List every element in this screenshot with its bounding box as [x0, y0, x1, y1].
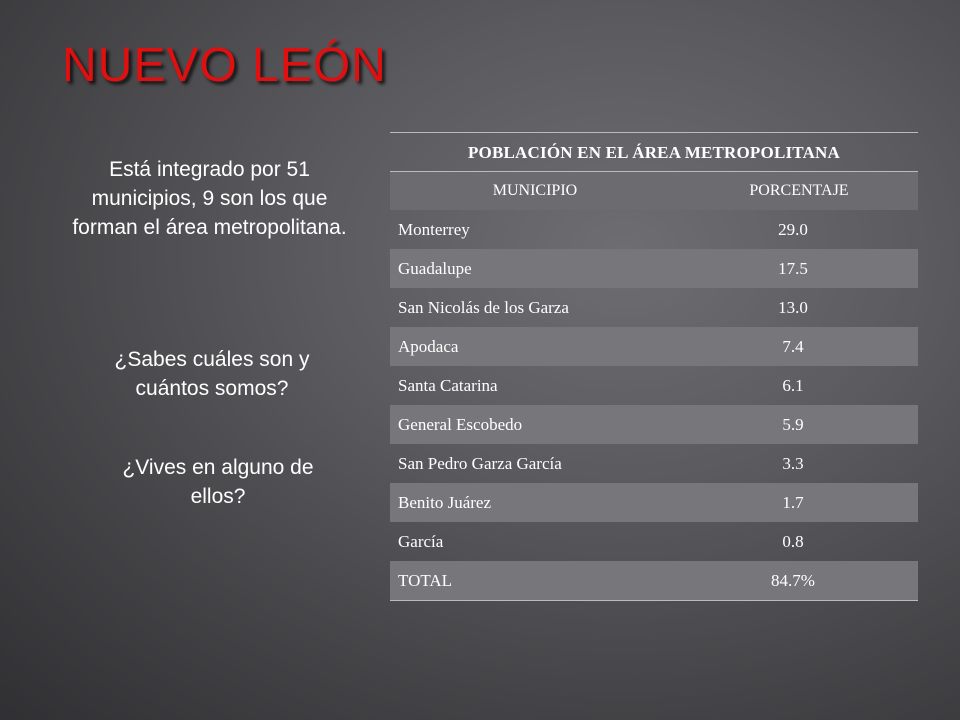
cell-porcentaje: 13.0	[778, 298, 808, 317]
intro-text: Está integrado por 51 municipios, 9 son los que forman el área metropolitana.	[72, 158, 347, 239]
cell-municipio: TOTAL	[398, 571, 453, 590]
question-text-1: ¿Sabes cuáles son y cuántos somos?	[114, 348, 310, 400]
cell-porcentaje: 17.5	[778, 259, 808, 278]
table-row	[390, 249, 918, 288]
table-row	[390, 327, 918, 366]
cell-porcentaje: 3.3	[782, 454, 804, 473]
table-row	[390, 366, 918, 405]
slide-title: NUEVO LEÓN	[62, 39, 387, 92]
cell-municipio: Monterrey	[398, 220, 470, 239]
cell-municipio: Guadalupe	[398, 259, 472, 278]
cell-municipio: Benito Juárez	[398, 493, 491, 512]
cell-municipio: Santa Catarina	[398, 376, 498, 395]
question-text-2: ¿Vives en alguno de ellos?	[122, 456, 314, 508]
cell-porcentaje: 0.8	[782, 532, 804, 551]
cell-municipio: Apodaca	[398, 337, 459, 356]
cell-porcentaje: 7.4	[782, 337, 804, 356]
cell-porcentaje: 29.0	[778, 220, 808, 239]
cell-municipio: General Escobedo	[398, 415, 523, 434]
population-table	[390, 132, 918, 601]
table-title: POBLACIÓN EN EL ÁREA METROPOLITANA	[390, 132, 918, 172]
table-row	[390, 444, 918, 483]
header-municipio: MUNICIPIO	[492, 182, 578, 199]
table-row	[390, 522, 918, 561]
table-row	[390, 210, 918, 249]
table-row	[390, 405, 918, 444]
table-header-row	[390, 172, 918, 210]
cell-municipio: San Nicolás de los Garza	[398, 298, 569, 317]
cell-municipio: San Pedro Garza García	[398, 454, 562, 473]
header-porcentaje: PORCENTAJE	[749, 182, 849, 199]
table-row	[390, 288, 918, 327]
table-row-total	[390, 561, 918, 601]
cell-porcentaje: 84.7%	[771, 571, 815, 590]
cell-municipio: García	[398, 532, 444, 551]
cell-porcentaje: 5.9	[782, 415, 804, 434]
cell-porcentaje: 1.7	[782, 493, 804, 512]
cell-porcentaje: 6.1	[782, 376, 804, 395]
table-row	[390, 483, 918, 522]
